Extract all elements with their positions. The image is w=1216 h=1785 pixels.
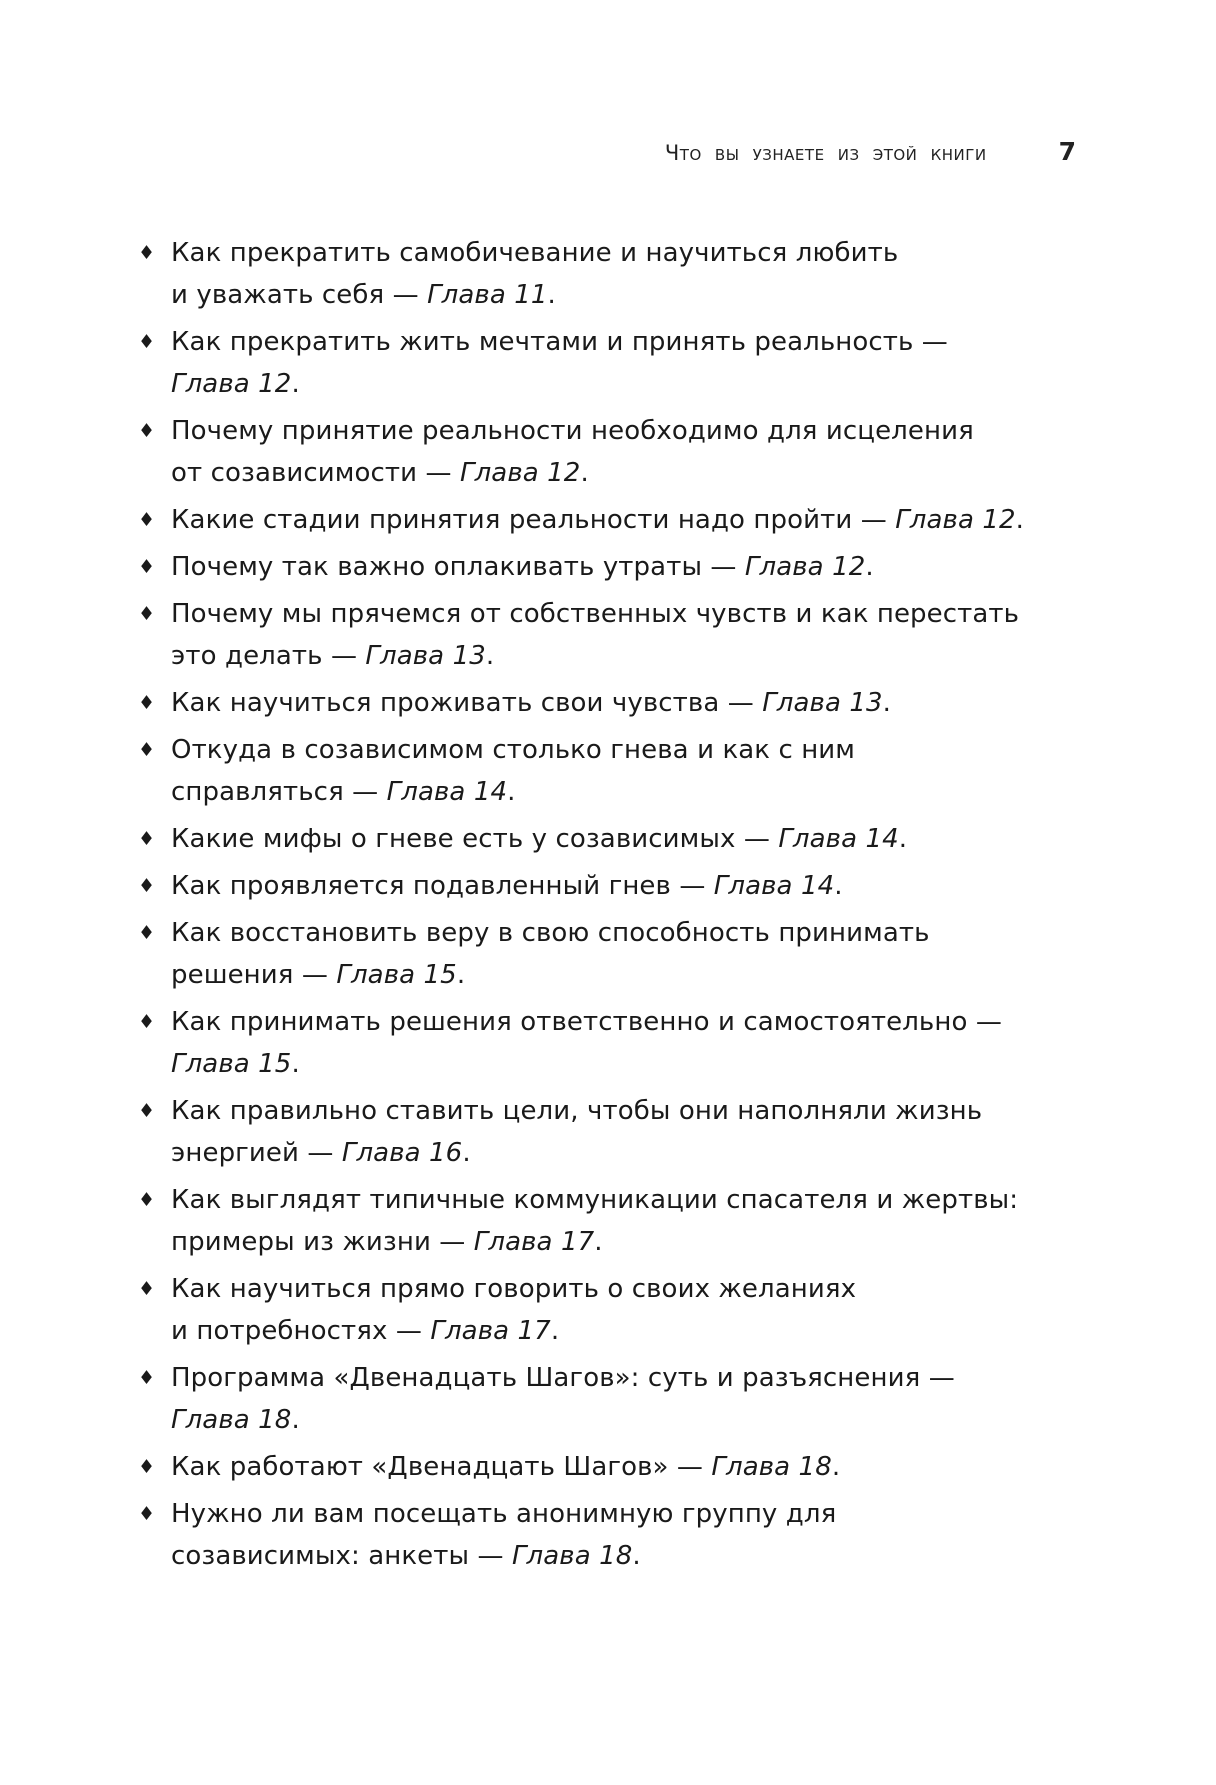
item-end-punctuation: .	[291, 1049, 300, 1079]
item-end-punctuation: .	[580, 458, 589, 488]
chapter-reference: Глава 12	[171, 369, 292, 399]
diamond-bullet-icon: ♦	[138, 509, 156, 531]
item-text: Как работают «Двенадцать Шагов» —	[171, 1452, 712, 1482]
diamond-bullet-icon: ♦	[138, 692, 156, 714]
list-item	[138, 546, 1038, 588]
item-end-punctuation: .	[632, 1541, 641, 1571]
chapter-reference: Глава 13	[762, 688, 883, 718]
list-item	[138, 682, 1038, 724]
diamond-bullet-icon: ♦	[138, 420, 156, 442]
chapter-reference: Глава 12	[459, 458, 581, 488]
item-text: Как прекратить самобичевание и научиться любить	[171, 238, 899, 268]
list-item	[138, 729, 1038, 813]
diamond-bullet-icon: ♦	[138, 739, 156, 761]
diamond-bullet-icon: ♦	[138, 1011, 156, 1033]
item-text-continued: примеры из жизни —	[171, 1227, 474, 1257]
list-item	[138, 1090, 1038, 1174]
chapter-reference: Глава 18	[511, 1541, 633, 1571]
list-item	[138, 1001, 1038, 1085]
item-text: Почему мы прячемся от собственных чувств и как перестать	[171, 599, 1020, 629]
list-item	[138, 321, 1038, 405]
item-end-punctuation: .	[547, 280, 556, 310]
item-end-punctuation: .	[1015, 505, 1025, 535]
item-end-punctuation: .	[865, 552, 874, 582]
diamond-bullet-icon: ♦	[138, 922, 156, 944]
diamond-bullet-icon: ♦	[138, 875, 156, 897]
list-item	[138, 865, 1038, 907]
diamond-bullet-icon: ♦	[138, 828, 156, 850]
diamond-bullet-icon: ♦	[138, 1100, 156, 1122]
item-end-punctuation: .	[507, 777, 516, 807]
list-item	[138, 232, 1038, 316]
chapter-reference: Глава 16	[341, 1138, 463, 1168]
item-text-continued: от созависимости —	[171, 458, 460, 488]
chapter-reference: Глава 18	[171, 1405, 292, 1435]
chapter-reference: Глава 13	[365, 641, 486, 671]
item-text-continued: созависимых: анкеты —	[171, 1541, 512, 1571]
list-item	[138, 818, 1038, 860]
item-end-punctuation: .	[594, 1227, 603, 1257]
item-text: Как восстановить веру в свою способность принимать	[171, 918, 930, 948]
item-text: Как проявляется подавленный гнев —	[171, 871, 714, 901]
list-item	[138, 593, 1038, 677]
chapter-reference: Глава 15	[336, 960, 457, 990]
item-text: Программа «Двенадцать Шагов»: суть и разъяснения —	[171, 1363, 955, 1393]
item-end-punctuation: .	[462, 1138, 471, 1168]
diamond-bullet-icon: ♦	[138, 556, 156, 578]
item-text-continued: справляться —	[171, 777, 387, 807]
chapter-reference: Глава 17	[473, 1227, 595, 1257]
chapter-reference: Глава 18	[711, 1452, 832, 1482]
chapter-reference: Глава 12	[895, 505, 1016, 535]
diamond-bullet-icon: ♦	[138, 1503, 156, 1525]
item-text-continued: это делать —	[171, 641, 366, 671]
diamond-bullet-icon: ♦	[138, 1367, 156, 1389]
diamond-bullet-icon: ♦	[138, 331, 156, 353]
item-end-punctuation: .	[882, 688, 892, 718]
diamond-bullet-icon: ♦	[138, 1189, 156, 1211]
item-text-continued: и уважать себя —	[171, 280, 428, 310]
item-text: Какие стадии принятия реальности надо пройти —	[171, 505, 896, 535]
item-text: Как научиться проживать свои чувства —	[171, 688, 763, 718]
list-item	[138, 1268, 1038, 1352]
running-header	[665, 137, 1076, 166]
item-end-punctuation: .	[291, 1405, 300, 1435]
item-text: Как прекратить жить мечтами и принять реальность —	[171, 327, 948, 357]
list-item	[138, 1446, 1038, 1488]
page-number: 7	[1058, 137, 1076, 166]
item-text: Почему так важно оплакивать утраты —	[171, 552, 745, 582]
list-item	[138, 1493, 1038, 1577]
item-end-punctuation: .	[834, 871, 843, 901]
diamond-bullet-icon: ♦	[138, 603, 156, 625]
list-item	[138, 410, 1038, 494]
item-text-continued: решения —	[171, 960, 337, 990]
item-text-continued: и потребностях —	[171, 1316, 431, 1346]
item-text: Как выглядят типичные коммуникации спасателя и жертвы:	[171, 1185, 1019, 1215]
diamond-bullet-icon: ♦	[138, 1456, 156, 1478]
running-title: Что вы узнаете из этой книги	[664, 141, 987, 165]
chapter-reference: Глава 11	[427, 280, 548, 310]
item-text: Нужно ли вам посещать анонимную группу для	[171, 1499, 837, 1529]
item-end-punctuation: .	[898, 824, 908, 854]
item-end-punctuation: .	[485, 641, 495, 671]
item-text: Откуда в созависимом столько гнева и как с ним	[171, 735, 856, 765]
item-text: Как принимать решения ответственно и самостоятельно —	[171, 1007, 1002, 1037]
chapter-reference: Глава 15	[171, 1049, 292, 1079]
chapter-reference: Глава 14	[386, 777, 508, 807]
list-item	[138, 912, 1038, 996]
bullet-list	[138, 232, 1038, 1582]
list-item	[138, 499, 1038, 541]
item-end-punctuation: .	[291, 369, 300, 399]
chapter-reference: Глава 14	[778, 824, 899, 854]
item-end-punctuation: .	[831, 1452, 841, 1482]
item-text: Почему принятие реальности необходимо для исцеления	[171, 416, 974, 446]
item-end-punctuation: .	[456, 960, 466, 990]
list-item	[138, 1179, 1038, 1263]
list-item	[138, 1357, 1038, 1441]
item-end-punctuation: .	[550, 1316, 560, 1346]
chapter-reference: Глава 17	[430, 1316, 551, 1346]
diamond-bullet-icon: ♦	[138, 1278, 156, 1300]
item-text-continued: энергией —	[171, 1138, 342, 1168]
item-text: Какие мифы о гневе есть у созависимых —	[171, 824, 779, 854]
item-text: Как правильно ставить цели, чтобы они наполняли жизнь	[171, 1096, 983, 1126]
chapter-reference: Глава 14	[713, 871, 835, 901]
chapter-reference: Глава 12	[744, 552, 866, 582]
diamond-bullet-icon: ♦	[138, 242, 156, 264]
item-text: Как научиться прямо говорить о своих желаниях	[171, 1274, 857, 1304]
